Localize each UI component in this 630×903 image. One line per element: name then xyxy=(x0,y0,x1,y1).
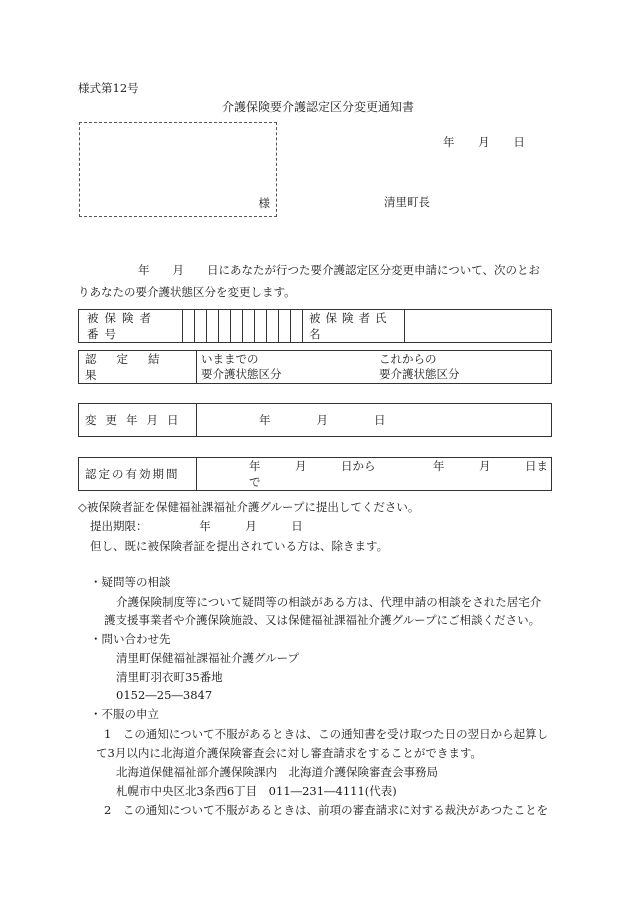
recipient-honorific: 様 xyxy=(258,196,270,210)
previous-care-level xyxy=(201,352,379,382)
new-care-level xyxy=(379,352,460,382)
appeal-item2-line1: 2 この通知について不服があるときは、前項の審査請求に対する裁決があつたことを xyxy=(104,803,549,817)
issue-date-day: 日 xyxy=(513,135,525,149)
result-label-cell xyxy=(79,351,197,384)
new-care-level-line1: これからの xyxy=(379,352,437,366)
issue-date-year: 年 xyxy=(443,135,455,149)
submit-deadline: 提出期限： 年 月 日 xyxy=(90,519,303,533)
insured-number-label xyxy=(79,310,182,342)
validity-period-label-cell xyxy=(79,458,197,491)
previous-care-level-line2: 要介護状態区分 xyxy=(201,367,282,381)
validity-period-table xyxy=(78,457,552,491)
contact-heading: ・問い合わせ先 xyxy=(90,632,171,646)
insured-name-value xyxy=(405,310,552,343)
contact-address: 清里町羽衣町35番地 xyxy=(116,670,223,684)
validity-period-value: 年 月 日から 年 月 日まで xyxy=(197,458,552,491)
appeal-heading: ・不服の申立 xyxy=(90,707,159,721)
intro-line-1: 年 月 日にあなたが行つた要介護認定区分変更申請について、次のとお xyxy=(138,263,541,277)
insured-info-table xyxy=(78,309,552,343)
change-date-value: 年 月 日 xyxy=(197,404,552,437)
issuer-name: 清里町長 xyxy=(384,195,430,209)
previous-care-level-line1: いままでの xyxy=(201,352,259,366)
new-care-level-line2: 要介護状態区分 xyxy=(379,367,460,381)
result-label: 認定結果 xyxy=(85,352,180,382)
insured-number-digit xyxy=(183,310,195,343)
appeal-item1-line1: 1 この通知について不服があるときは、この通知書を受け取つた日の翌日から起算し xyxy=(104,727,549,741)
contact-organization: 清里町保健福祉課福祉介護グループ xyxy=(116,651,300,665)
insured-number-label-text: 被保険者番号 xyxy=(87,311,157,341)
validity-period-label: 認定の有効期間 xyxy=(85,467,180,481)
consult-line-2: 護支援事業者や介護保険施設、又は保健福祉課福祉介護グループにご相談ください。 xyxy=(104,613,541,627)
appeal-item1-line2: て3月以内に北海道介護保険審査会に対し審査請求をすることができます。 xyxy=(96,746,482,760)
insured-number-digit xyxy=(291,310,303,343)
insured-number-digit xyxy=(195,310,207,343)
submit-notice: ◇被保険者証を保健福祉課福祉介護グループに提出してください。 xyxy=(78,500,420,514)
change-date-label-cell xyxy=(79,404,197,437)
issue-date xyxy=(443,134,525,150)
insured-number-digit xyxy=(219,310,231,343)
insured-number-digit xyxy=(243,310,255,343)
change-date-table xyxy=(78,403,552,437)
consult-line-1: 介護保険制度等について疑問等の相談がある方は、代理申請の相談をされた居宅介 xyxy=(116,595,542,609)
form-number: 様式第12号 xyxy=(78,81,139,95)
contact-phone: 0152―25―3847 xyxy=(116,688,213,702)
submit-exception: 但し、既に被保険者証を提出されている方は、除きます。 xyxy=(90,539,389,553)
appeal-office-address: 札幌市中央区北3条西6丁目 011―231―4111(代表) xyxy=(116,784,397,798)
issue-date-month: 月 xyxy=(478,135,490,149)
insured-number-digit xyxy=(267,310,279,343)
insured-number-digit xyxy=(255,310,267,343)
intro-line-2: りあなたの要介護状態区分を変更します。 xyxy=(78,285,296,299)
insured-number-digit xyxy=(231,310,243,343)
recipient-address-box xyxy=(79,122,277,217)
change-date-label: 変更年月日 xyxy=(85,413,188,427)
appeal-office: 北海道保健福祉部介護保険課内 北海道介護保険審査会事務局 xyxy=(116,765,438,779)
insured-number-digit xyxy=(279,310,291,343)
insured-name-label-cell xyxy=(303,310,405,343)
result-values-cell xyxy=(197,351,552,384)
document-title: 介護保険要介護認定区分変更通知書 xyxy=(222,100,415,114)
insured-number-label-cell xyxy=(79,310,183,343)
insured-name-label: 被保険者氏名 xyxy=(309,311,392,341)
consult-heading: ・疑問等の相談 xyxy=(90,575,171,589)
insured-number-digit xyxy=(207,310,219,343)
certification-result-table xyxy=(78,350,552,384)
